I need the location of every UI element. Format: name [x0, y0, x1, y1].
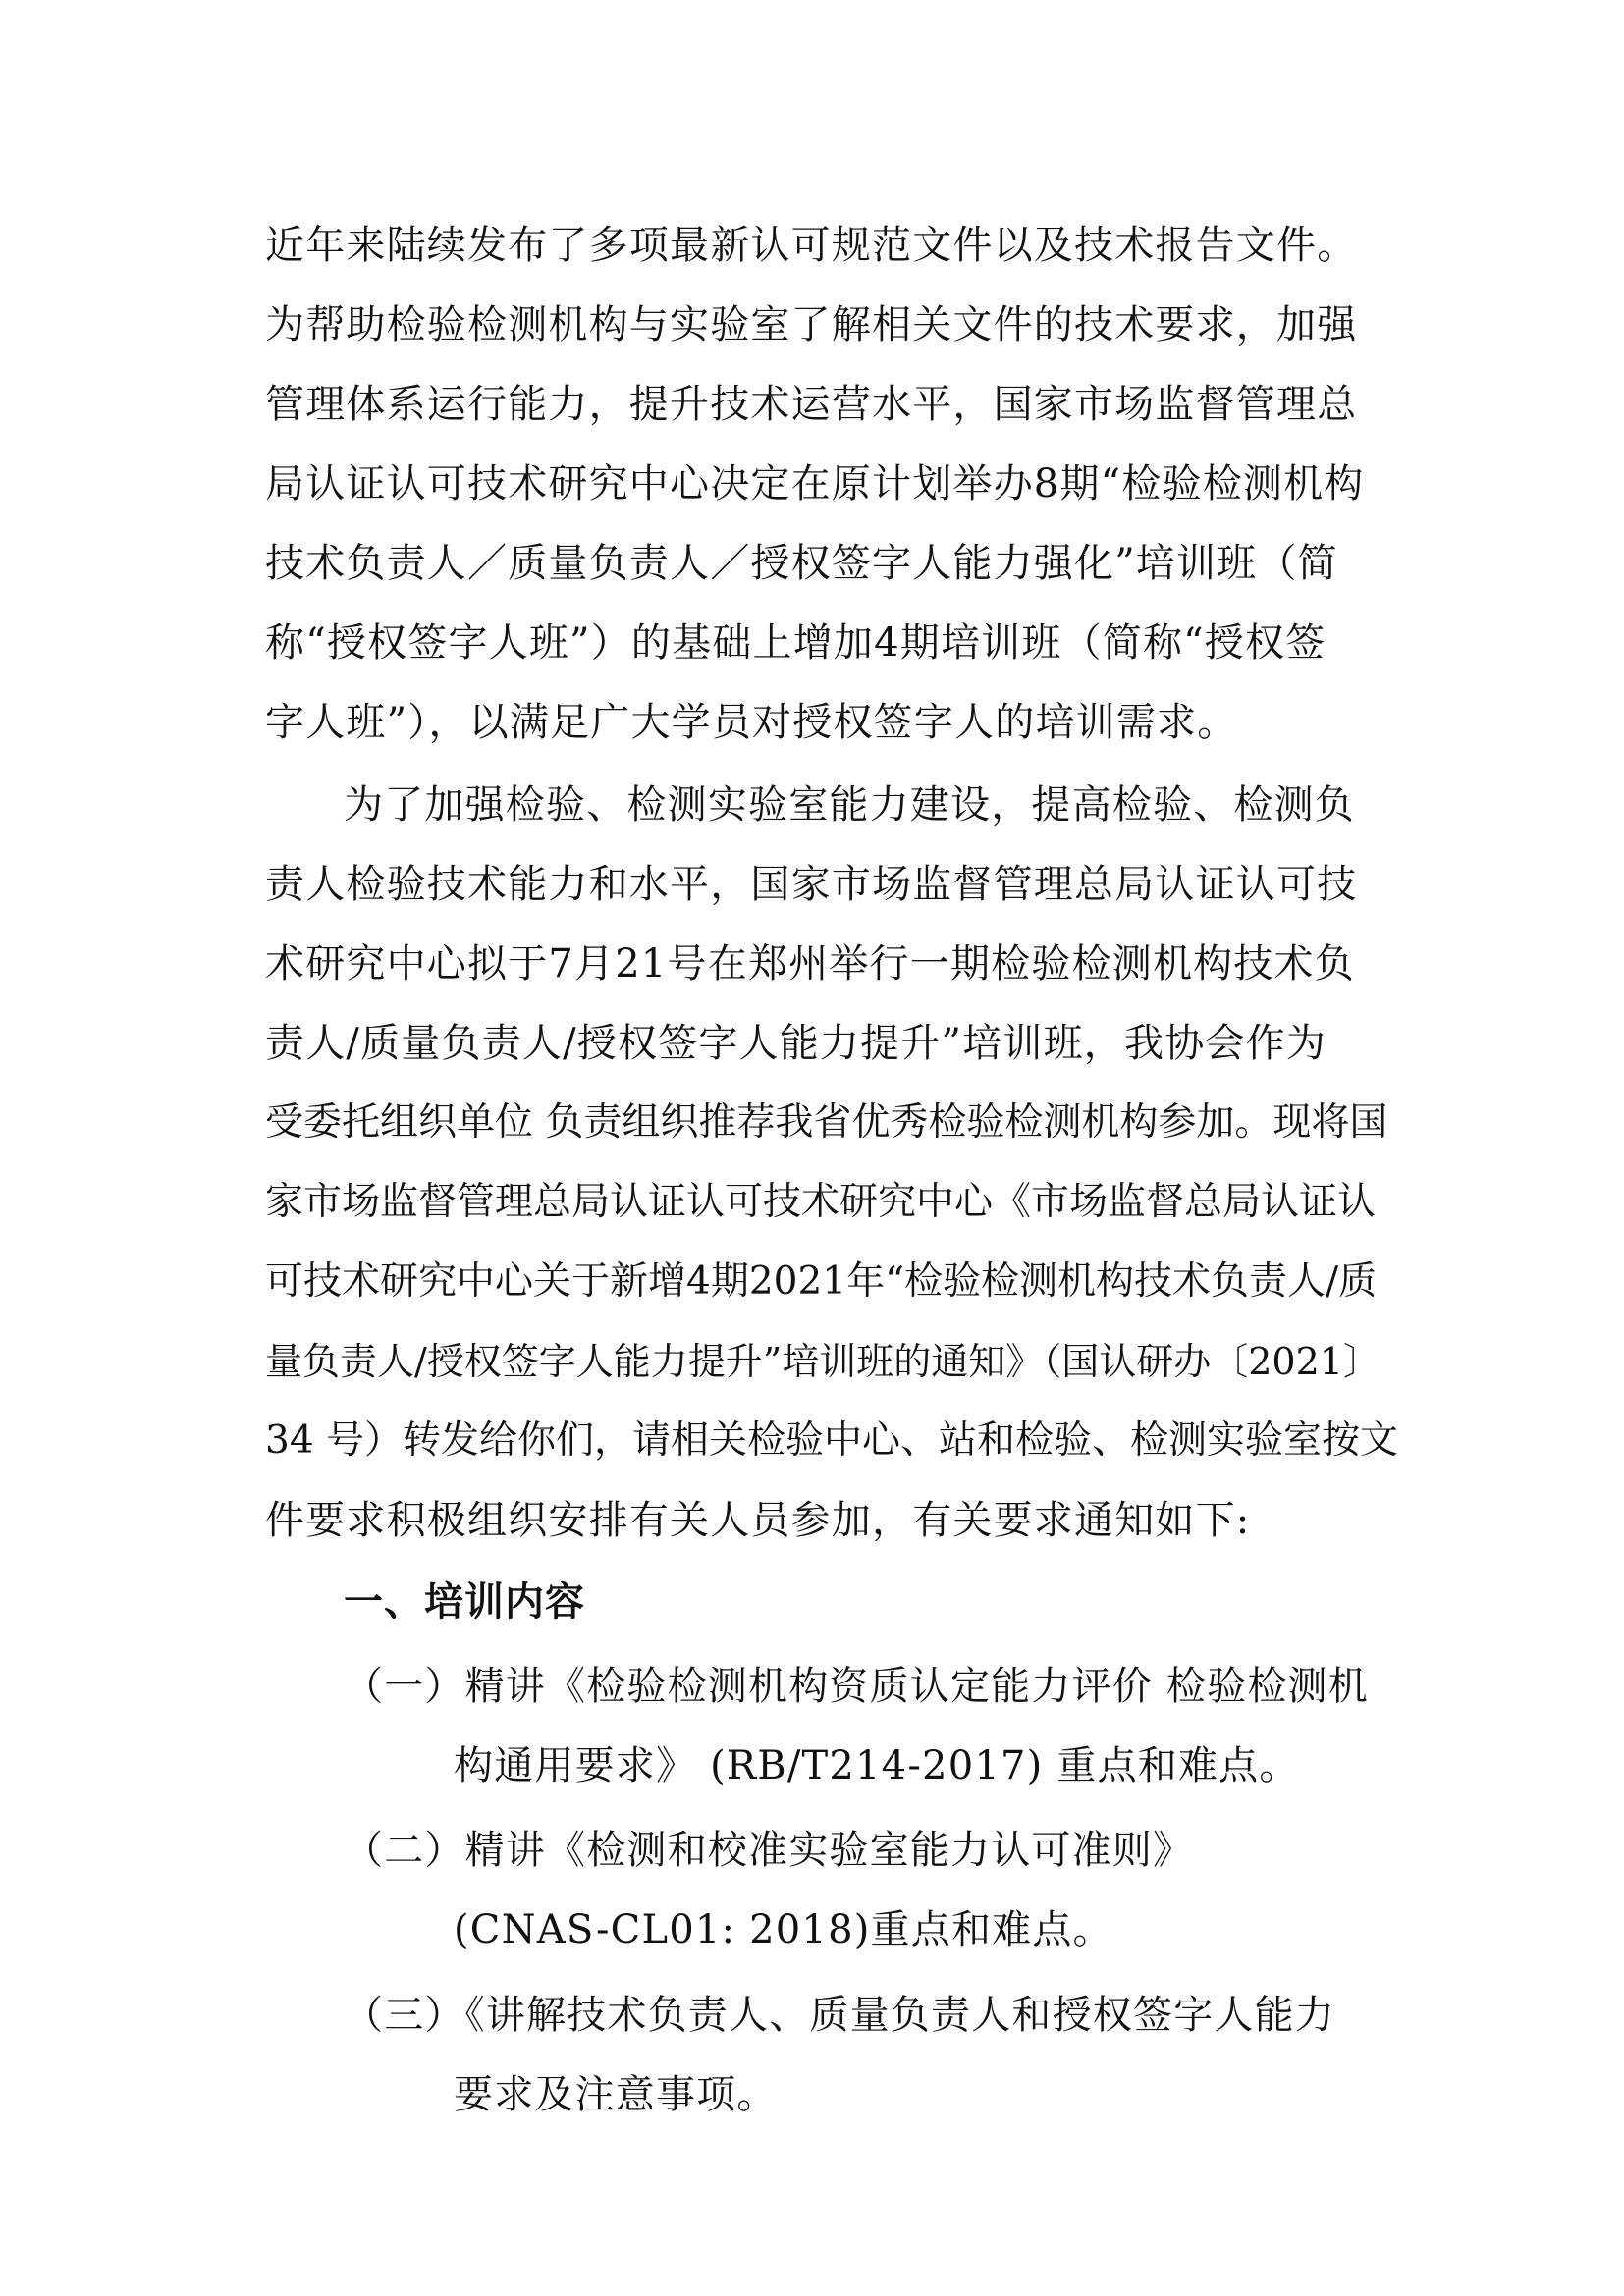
paragraph2-line-4: 责人/质量负责人/授权签字人能力提升”培训班，我协会作为 — [265, 1021, 1327, 1066]
paragraph2-line-9: 34 号）转发给你们，请相关检验中心、站和检验、检测实验室按文 — [265, 1418, 1399, 1463]
item-1-line-2: 构通用要求》 (RB/T214-2017) 重点和难点。 — [454, 1743, 1300, 1789]
item-3-line-2: 要求及注意事项。 — [454, 2072, 778, 2117]
item-2-line-2: (CNAS-CL01: 2018)重点和难点。 — [454, 1907, 1113, 1952]
paragraph2-line-3: 术研究中心拟于7月21号在郑州举行一期检验检测机构技术负 — [265, 941, 1355, 987]
paragraph1-line-4: 局认证认可技术研究中心决定在原计划举办8期“检验检测机构 — [265, 461, 1365, 507]
paragraph1-line-6: 称“授权签字人班”）的基础上增加4期培训班（简称“授权签 — [265, 620, 1326, 666]
item-1-line-1: （一）精讲《检验检测机构资质认定能力评价 检验检测机 — [344, 1664, 1369, 1709]
paragraph1-line-2: 为帮助检验检测机构与实验室了解相关文件的技术要求，加强 — [265, 302, 1358, 347]
paragraph1-line-7: 字人班”），以满足广大学员对授权签字人的培训需求。 — [265, 700, 1238, 745]
paragraph2-line-7: 可技术研究中心关于新增4期2021年“检验检测机构技术负责人/质 — [265, 1259, 1378, 1304]
item-2-line-1: （二）精讲《检测和校准实验室能力认可准则》 — [344, 1828, 1194, 1873]
paragraph2-line-5: 受委托组织单位 负责组织推荐我省优秀检验检测机构参加。现将国 — [265, 1100, 1388, 1145]
paragraph2-line-10: 件要求积极组织安排有关人员参加，有关要求通知如下: — [265, 1498, 1251, 1543]
section-heading: 一、培训内容 — [344, 1579, 585, 1625]
item-3-line-1: （三）《讲解技术负责人、质量负责人和授权签字人能力 — [344, 1993, 1335, 2038]
paragraph2-line-6: 家市场监督管理总局认证认可技术研究中心《市场监督总局认证认 — [265, 1180, 1377, 1224]
paragraph1-line-5: 技术负责人／质量负责人／授权签字人能力强化”培训班（简 — [265, 541, 1338, 586]
paragraph1-line-3: 管理体系运行能力，提升技术运营水平，国家市场监督管理总 — [265, 382, 1358, 427]
paragraph2-line-8: 量负责人/授权签字人能力提升”培训班的通知》（国认研办〔2021〕 — [265, 1340, 1380, 1383]
paragraph2-line-1: 为了加强检验、检测实验室能力建设，提高检验、检测负 — [344, 782, 1355, 828]
paragraph2-line-2: 责人检验技术能力和水平，国家市场监督管理总局认证认可技 — [265, 862, 1358, 907]
paragraph1-line-1: 近年来陆续发布了多项最新认可规范文件以及技术报告文件。 — [265, 223, 1358, 268]
